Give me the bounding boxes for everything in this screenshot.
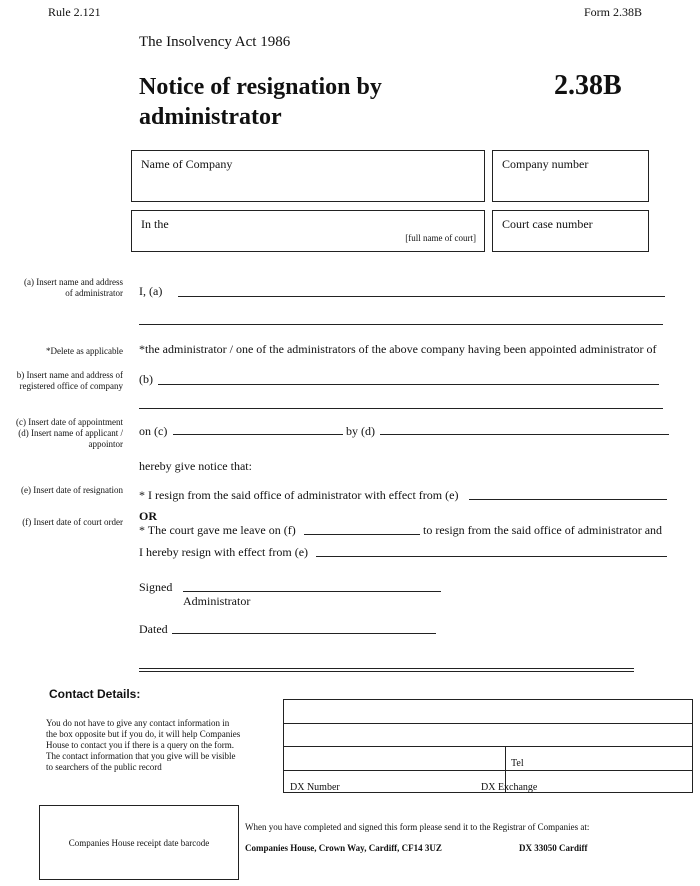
contact-info: You do not have to give any contact information in the box opposite but if you do, it will help Companies House to contact you if there is a query on the form. The contact information that you give will be visible to searchers of the public record	[46, 718, 241, 772]
contact-row-line-3	[284, 770, 692, 771]
signature-line[interactable]	[183, 591, 441, 592]
resign-effect-date-line[interactable]	[316, 556, 667, 557]
barcode-label: Companies House receipt date barcode	[68, 838, 210, 848]
title-line-2: administrator	[139, 104, 282, 130]
resign-text: * I resign from the said office of administrator with effect from (e)	[139, 488, 459, 502]
administrator-address-line[interactable]	[139, 324, 663, 325]
contact-row-line-1	[284, 723, 692, 724]
company-number-label: Company number	[502, 157, 589, 171]
send-instructions: When you have completed and signed this form please send it to the Registrar of Companies at:	[245, 822, 590, 832]
signed-label: Signed	[139, 580, 173, 594]
to-resign-text: to resign from the said office of administrator and	[423, 523, 663, 537]
dx-number-label: DX Number	[290, 782, 340, 793]
company-address-line[interactable]	[158, 384, 659, 385]
companies-house-address: Companies House, Crown Way, Cardiff, CF14 3UZ	[245, 843, 442, 853]
i-a-label: I, (a)	[139, 284, 163, 298]
dated-label: Dated	[139, 622, 168, 636]
divider-line-1	[139, 668, 634, 669]
hereby-resign-text: I hereby resign with effect from (e)	[139, 545, 309, 559]
contact-heading: Contact Details:	[49, 687, 141, 701]
form-number: Form 2.38B	[584, 5, 643, 19]
company-name-box[interactable]	[131, 150, 485, 202]
court-case-label: Court case number	[502, 217, 593, 231]
court-gave-text: * The court gave me leave on (f)	[139, 523, 296, 537]
note-a: (a) Insert name and address of administrator	[24, 277, 123, 298]
note-cd: (c) Insert date of appointment (d) Insert name of applicant / appointor	[16, 417, 123, 449]
tel-label: Tel	[511, 758, 524, 769]
administrator-caption: Administrator	[183, 594, 251, 608]
in-the-label: In the	[141, 217, 169, 231]
note-e: (e) Insert date of resignation	[21, 485, 123, 495]
note-f: (f) Insert date of court order	[22, 517, 123, 527]
dx-cardiff: DX 33050 Cardiff	[519, 843, 588, 853]
dx-exchange-label: DX Exchange	[481, 782, 538, 793]
act-title: The Insolvency Act 1986	[139, 34, 291, 50]
divider-line-2	[139, 671, 634, 672]
administrator-name-line[interactable]	[178, 296, 665, 297]
resignation-date-line[interactable]	[469, 499, 667, 500]
note-b: b) Insert name and address of registered office of company	[16, 370, 123, 391]
rule-number: Rule 2.121	[48, 5, 101, 19]
on-c-label: on (c)	[139, 424, 168, 438]
hereby-text: hereby give notice that:	[139, 459, 252, 473]
company-number-box[interactable]	[492, 150, 649, 202]
statement-text: *the administrator / one of the administrators of the above company having been appointed administrator of	[139, 342, 657, 356]
barcode-box	[39, 805, 239, 880]
full-name-court-hint: [full name of court]	[405, 233, 476, 243]
contact-row-line-2	[284, 746, 692, 747]
date-line[interactable]	[172, 633, 436, 634]
note-delete: *Delete as applicable	[46, 346, 123, 356]
court-order-date-line[interactable]	[304, 534, 420, 535]
page-title	[139, 72, 382, 132]
or-text: OR	[139, 509, 157, 523]
form-code: 2.38B	[554, 70, 622, 101]
court-case-box[interactable]	[492, 210, 649, 252]
contact-box[interactable]	[283, 699, 693, 793]
b-label: (b)	[139, 372, 153, 386]
company-address-line-2[interactable]	[139, 408, 663, 409]
by-d-label: by (d)	[346, 424, 375, 438]
appointment-date-line[interactable]	[173, 434, 343, 435]
company-name-label: Name of Company	[141, 157, 233, 171]
appointor-name-line[interactable]	[380, 434, 669, 435]
court-name-box[interactable]	[131, 210, 485, 252]
title-line-1: Notice of resignation by	[139, 74, 382, 100]
